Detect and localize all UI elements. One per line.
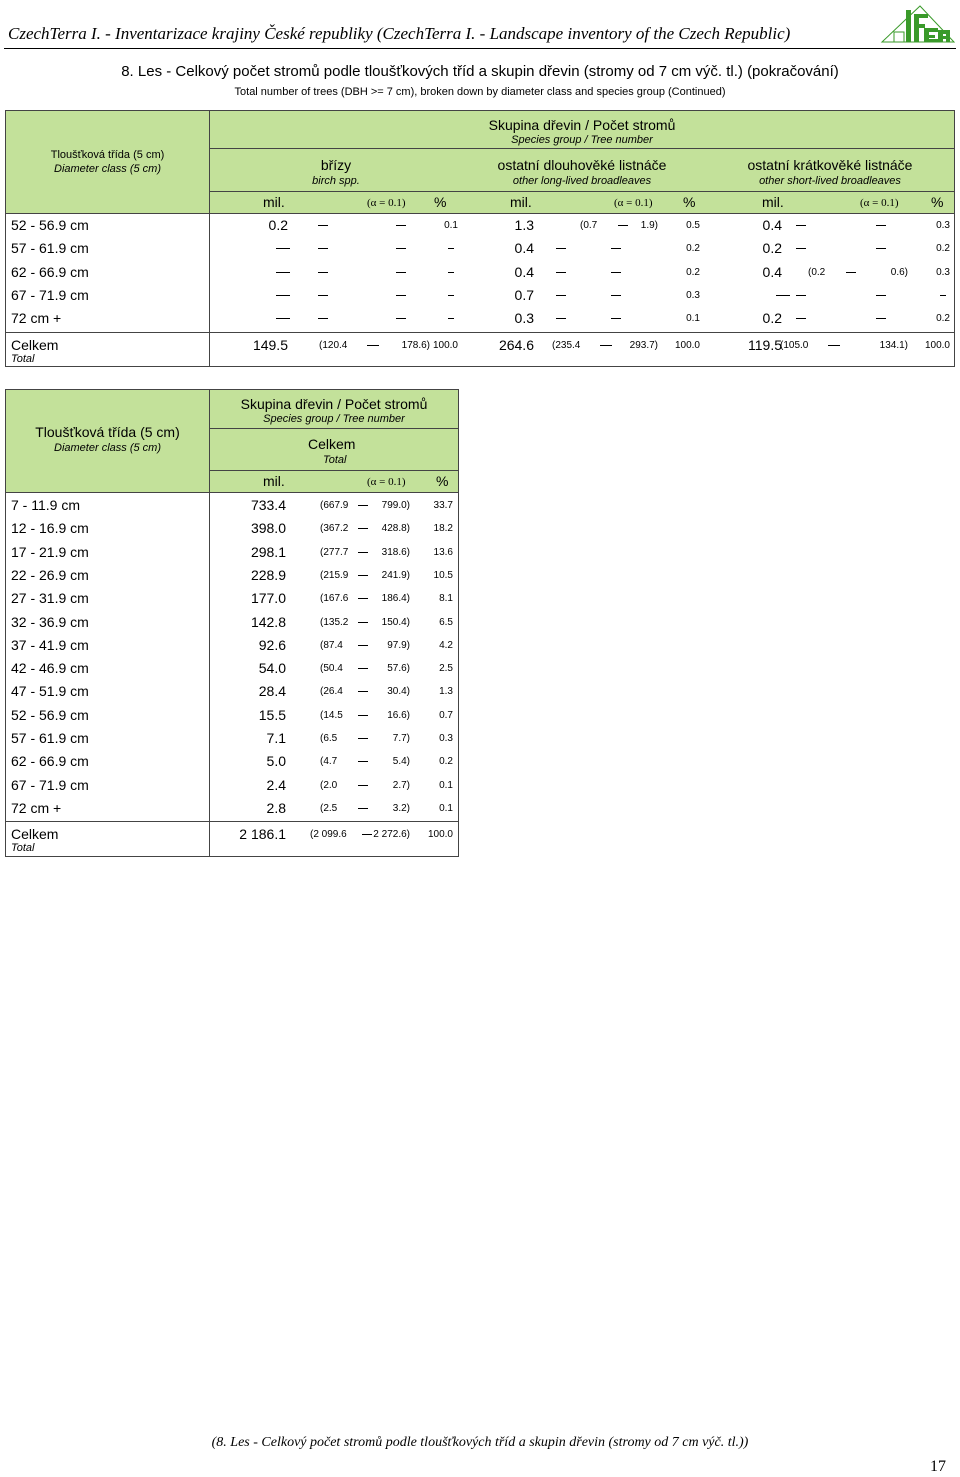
subheader-mil: mil. [263, 473, 285, 489]
total-label-en: Total [11, 353, 35, 365]
column-header-short-lived: ostatní krátkověké listnáče [747, 157, 913, 173]
row-label: 57 - 61.9 cm [11, 730, 89, 746]
value-mil: 264.6 [498, 337, 534, 353]
ci-lower: (6.5 [320, 733, 338, 744]
row-label: 7 - 11.9 cm [11, 497, 80, 513]
value-mil: 28.4 [258, 683, 286, 700]
empty-dash [276, 318, 290, 319]
header-divider-line [209, 470, 459, 471]
column-header-total: Celkem [308, 436, 356, 452]
ci-upper: 16.6) [387, 709, 410, 721]
value-pct: 0.2 [686, 243, 700, 254]
subheader-pct: % [683, 194, 696, 210]
value-mil: 2.8 [266, 799, 286, 816]
value-mil: 2.4 [266, 776, 286, 793]
column-header-long-lived: ostatní dlouhověké listnáče [497, 157, 667, 173]
value-mil: 0.7 [514, 287, 534, 303]
value-pct: 0.3 [439, 733, 453, 744]
row-label: 57 - 61.9 cm [11, 240, 89, 256]
row-label: 72 cm + [11, 310, 62, 326]
group-header-en: Species group / Tree number [511, 134, 653, 146]
value-mil: 177.0 [250, 590, 286, 607]
ci-upper: 178.6) [401, 340, 430, 351]
empty-dash [876, 295, 886, 296]
value-pct: 33.7 [433, 500, 453, 511]
empty-dash [318, 248, 328, 249]
table-row [0, 680, 960, 703]
value-pct: 0.3 [936, 267, 950, 278]
value-mil: 0.4 [514, 264, 534, 280]
ci-lower: (215.9 [320, 569, 349, 581]
header-divider-line [209, 428, 459, 429]
row-label: 52 - 56.9 cm [11, 706, 89, 723]
row-header-cz: Tloušťková třída (5 cm) [35, 424, 180, 440]
value-pct: 100.0 [674, 340, 700, 351]
table-row [0, 564, 960, 587]
ci-lower: (2.0 [320, 779, 338, 791]
ci-lower: (4.7 [320, 756, 338, 768]
empty-dash [276, 272, 290, 273]
subheader-mil: mil. [510, 194, 532, 210]
table-row [0, 797, 960, 820]
value-mil: 0.2 [762, 240, 782, 256]
empty-dash [396, 295, 406, 296]
ci-upper: 318.6) [381, 546, 410, 558]
ci-upper: 186.4) [381, 593, 410, 605]
subheader-pct: % [436, 473, 449, 489]
ci-lower: (2 099.6 [310, 829, 347, 840]
total-row [0, 334, 960, 366]
subheader-ci: (α = 0.1) [614, 197, 653, 209]
empty-dash [556, 295, 566, 296]
ci-lower: (120.4 [319, 340, 348, 351]
column-header-total-en: Total [323, 454, 347, 466]
empty-dash [396, 272, 406, 273]
empty-dash [276, 295, 290, 296]
value-mil: 2 186.1 [239, 826, 286, 842]
value-pct: 18.2 [433, 523, 453, 535]
value-mil: 0.2 [268, 217, 288, 233]
empty-dash [396, 318, 406, 319]
value-mil: 119.5 [748, 337, 782, 353]
ci-lower: (167.6 [320, 593, 349, 605]
value-pct: 0.2 [936, 313, 950, 324]
empty-dash [876, 248, 886, 249]
table-row [0, 634, 960, 657]
empty-dash [796, 295, 806, 296]
column-header-birch: břízy [320, 157, 352, 173]
empty-dash [448, 272, 454, 273]
ci-lower: (135.2 [320, 616, 349, 628]
empty-dash [796, 318, 806, 319]
empty-dash [876, 318, 886, 319]
value-mil: 0.4 [762, 217, 782, 233]
value-pct: 0.2 [686, 267, 700, 278]
row-label: 67 - 71.9 cm [11, 776, 89, 793]
value-mil: 398.0 [250, 520, 286, 537]
table-row [0, 704, 960, 727]
value-pct: 0.3 [936, 220, 950, 231]
row-header-en: Diameter class (5 cm) [54, 442, 161, 454]
value-mil: 5.0 [266, 753, 286, 770]
subheader-mil: mil. [762, 194, 784, 210]
table-row [0, 774, 960, 797]
page-header [0, 0, 960, 50]
row-label: 67 - 71.9 cm [11, 287, 89, 303]
ci-lower: (235.4 [552, 340, 581, 351]
row-label: 72 cm + [11, 799, 62, 816]
total-divider [5, 332, 955, 333]
group-header-en: Species group / Tree number [263, 413, 405, 425]
value-mil: 92.6 [258, 636, 286, 653]
empty-dash [556, 318, 566, 319]
value-mil: 228.9 [250, 566, 286, 583]
empty-dash [318, 318, 328, 319]
value-pct: 100.0 [432, 340, 458, 351]
ci-dash [600, 345, 612, 346]
ifer-logo [880, 4, 956, 46]
empty-dash [448, 295, 454, 296]
value-mil: 733.4 [250, 497, 286, 513]
empty-dash [611, 272, 621, 273]
total-label-en: Total [11, 842, 35, 854]
table-row [0, 307, 960, 330]
table-row [0, 494, 960, 517]
table-row [0, 284, 960, 307]
ci-lower: (367.2 [320, 523, 349, 535]
column-header-short-lived-en: other short-lived broadleaves [759, 175, 901, 187]
total-divider [5, 821, 459, 822]
ci-lower: (14.5 [320, 709, 343, 721]
ci-upper: 30.4) [387, 686, 410, 698]
empty-dash [318, 225, 328, 226]
table-row [0, 727, 960, 750]
empty-dash [611, 295, 621, 296]
value-pct: 0.1 [439, 779, 453, 791]
row-label: 32 - 36.9 cm [11, 613, 89, 630]
table-row [0, 237, 960, 260]
ci-upper: 5.4) [392, 756, 410, 768]
value-pct: 8.1 [439, 593, 453, 605]
value-pct: 100.0 [427, 829, 453, 840]
ci-upper: 97.9) [387, 639, 410, 651]
total-label: Celkem [11, 337, 59, 353]
column-header-birch-en: birch spp. [312, 175, 360, 187]
ci-upper: 150.4) [381, 616, 410, 628]
ci-lower: (277.7 [320, 546, 349, 558]
subheader-ci: (α = 0.1) [860, 197, 899, 209]
table-row [0, 587, 960, 610]
row-label: 47 - 51.9 cm [11, 683, 89, 700]
table-row [0, 541, 960, 564]
row-label: 42 - 46.9 cm [11, 660, 89, 677]
value-mil: 0.4 [514, 240, 534, 256]
value-pct: 1.3 [439, 686, 453, 698]
page-number: 17 [930, 1458, 946, 1475]
value-mil: 1.3 [514, 217, 534, 233]
value-mil: 15.5 [258, 706, 286, 723]
empty-dash [556, 272, 566, 273]
table-row [0, 517, 960, 540]
ci-dash [828, 345, 840, 346]
subheader-pct: % [434, 194, 447, 210]
empty-dash [876, 225, 886, 226]
ci-lower: (0.2 [808, 267, 826, 278]
empty-dash [556, 248, 566, 249]
group-header-cz: Skupina dřevin / Počet stromů [488, 117, 676, 133]
ci-upper: 241.9) [381, 569, 410, 581]
subheader-ci: (α = 0.1) [367, 197, 406, 209]
row-label: 27 - 31.9 cm [11, 590, 89, 607]
empty-dash [776, 295, 790, 296]
value-pct: 6.5 [439, 616, 453, 628]
ci-lower: (26.4 [320, 686, 343, 698]
empty-dash [940, 295, 946, 296]
empty-dash [796, 225, 806, 226]
row-label: 52 - 56.9 cm [11, 217, 89, 233]
value-pct: 0.2 [439, 756, 453, 768]
value-pct: 0.1 [439, 802, 453, 814]
value-pct: 10.5 [433, 569, 453, 581]
row-header-cz: Tloušťková třída (5 cm) [50, 149, 165, 161]
footer-note: (8. Les - Celkový počet stromů podle tloušťkových tříd a skupin dřevin (stromy od 7 cm výč. tl.)) [211, 1435, 749, 1450]
empty-dash [276, 248, 290, 249]
value-pct: 0.5 [686, 220, 700, 231]
ci-lower: (105.0 [780, 340, 809, 351]
empty-dash [318, 295, 328, 296]
value-pct: 4.2 [439, 639, 453, 651]
row-label: 12 - 16.9 cm [11, 520, 89, 537]
row-label: 17 - 21.9 cm [11, 543, 89, 560]
subheader-ci: (α = 0.1) [367, 476, 406, 488]
ci-lower: (667.9 [320, 500, 349, 511]
group-header-cz: Skupina dřevin / Počet stromů [240, 396, 428, 412]
table-row [0, 261, 960, 284]
ci-upper: 1.9) [640, 220, 658, 231]
table-title: 8. Les - Celkový počet stromů podle tloušťkových tříd a skupin dřevin (stromy od 7 cm výč. tl.) (pokračování) [121, 63, 839, 80]
value-mil: 298.1 [250, 543, 286, 560]
ci-lower: (87.4 [320, 639, 343, 651]
row-header-cell [5, 110, 210, 214]
ci-lower: (2.5 [320, 802, 338, 814]
row-label: 37 - 41.9 cm [11, 636, 89, 653]
ci-upper: 2 272.6) [373, 829, 410, 840]
value-pct: 0.2 [936, 243, 950, 254]
value-pct: 100.0 [924, 340, 950, 351]
row-label: 62 - 66.9 cm [11, 753, 89, 770]
row-header-en: Diameter class (5 cm) [54, 163, 161, 175]
value-mil: 149.5 [252, 337, 288, 353]
empty-dash [396, 248, 406, 249]
ci-upper: 0.6) [890, 267, 908, 278]
ci-upper: 57.6) [387, 663, 410, 675]
empty-dash [318, 272, 328, 273]
value-pct: 0.1 [444, 220, 458, 231]
ci-upper: 2.7) [392, 779, 410, 791]
ci-upper: 3.2) [392, 802, 410, 814]
table-row [0, 750, 960, 773]
ci-lower: (50.4 [320, 663, 343, 675]
empty-dash [396, 225, 406, 226]
ci-upper: 428.8) [381, 523, 410, 535]
ci-upper: 293.7) [629, 340, 658, 351]
subheader-pct: % [931, 194, 944, 210]
empty-dash [448, 248, 454, 249]
ci-upper: 799.0) [381, 500, 410, 511]
ci-upper: 134.1) [879, 340, 908, 351]
ci-lower: (0.7 [580, 220, 598, 231]
value-mil: 54.0 [258, 660, 286, 677]
total-row [0, 823, 960, 855]
empty-dash [611, 318, 621, 319]
column-header-long-lived-en: other long-lived broadleaves [512, 175, 652, 187]
header-divider [4, 48, 956, 49]
table-row [0, 657, 960, 680]
header-title: CzechTerra I. - Inventarizace krajiny České republiky (CzechTerra I. - Landscape inventory of the Czech Republic) [8, 24, 791, 43]
table-row [0, 611, 960, 634]
row-label: 22 - 26.9 cm [11, 566, 89, 583]
value-pct: 13.6 [433, 546, 453, 558]
value-pct: 2.5 [439, 663, 453, 675]
value-mil: 0.3 [514, 310, 534, 326]
empty-dash [448, 318, 454, 319]
empty-dash [796, 248, 806, 249]
value-mil: 7.1 [266, 730, 286, 746]
empty-dash [611, 248, 621, 249]
row-header-cell [5, 389, 210, 493]
row-label: 62 - 66.9 cm [11, 264, 89, 280]
subheader-mil: mil. [263, 194, 285, 210]
value-mil: 0.4 [762, 264, 782, 280]
value-pct: 0.7 [439, 709, 453, 721]
total-label: Celkem [11, 826, 59, 842]
value-mil: 0.2 [762, 310, 782, 326]
ci-upper: 7.7) [392, 733, 410, 744]
table-subtitle: Total number of trees (DBH >= 7 cm), broken down by diameter class and species group (Continued) [234, 86, 726, 98]
value-mil: 142.8 [250, 613, 286, 630]
header-divider-line [209, 191, 955, 192]
table-row [0, 214, 960, 237]
value-pct: 0.1 [686, 313, 700, 324]
header-divider-line [209, 148, 955, 149]
value-pct: 0.3 [686, 290, 700, 301]
